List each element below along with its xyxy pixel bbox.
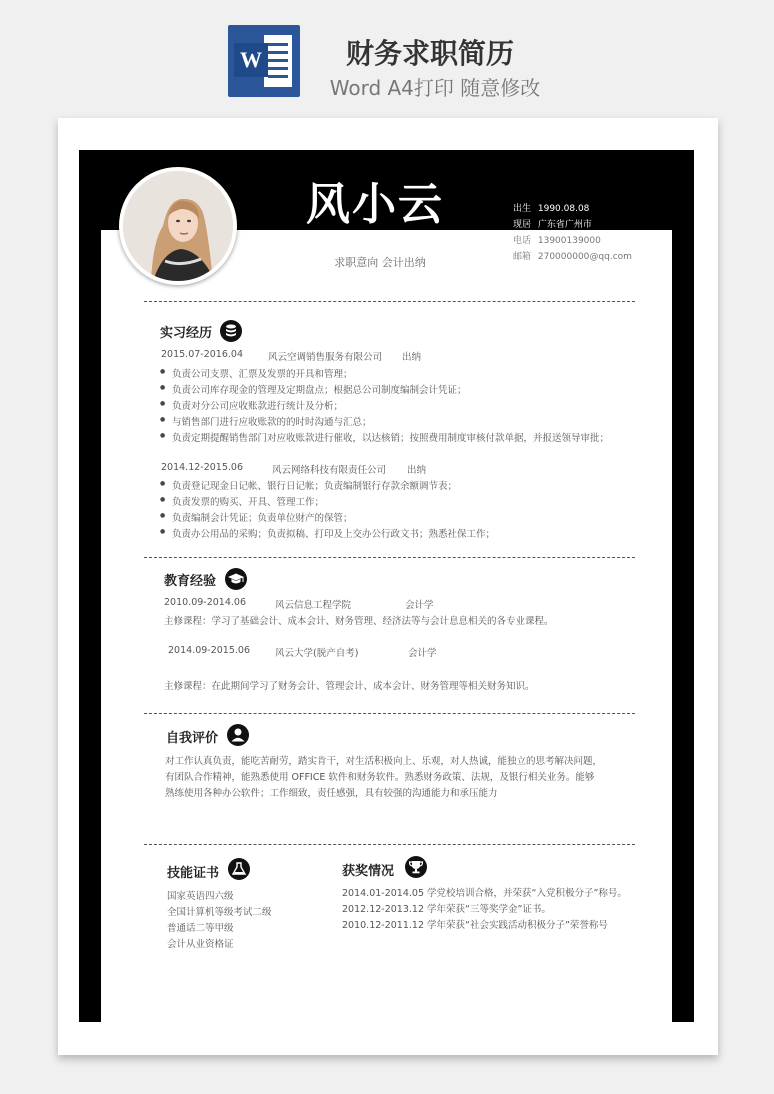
person-icon [227, 724, 249, 746]
graduation-cap-icon [225, 568, 247, 590]
divider [144, 844, 635, 845]
job-role: 出纳 [407, 465, 427, 476]
info-phone: 电话 13900139000 [513, 236, 601, 246]
edu-school: 风云信息工程学院 [275, 600, 352, 611]
job-duty: ● 负责编制会计凭证；负责单位财产的保管； [172, 510, 353, 524]
self-eval-title: 自我评价 [166, 731, 219, 746]
skill-item: 普通话二等甲级 [167, 923, 234, 934]
job-duty: ● 与销售部门进行应收账款的的时时沟通与汇总； [172, 414, 372, 428]
job-company: 风云空调销售服务有限公司 [268, 352, 383, 363]
job-duty: ● 负责公司库存现金的管理及定期盘点；根据总公司制度编制会计凭证； [172, 382, 467, 396]
education-title: 教育经验 [164, 574, 217, 589]
left-border-bar [79, 150, 101, 1022]
divider [144, 301, 635, 302]
page-subtitle: Word A4打印 随意修改 [329, 76, 541, 100]
job-company: 风云网络科技有限责任公司 [272, 465, 387, 476]
divider [144, 713, 635, 714]
job-duty: ● 负责公司支票、汇票及发票的开具和管理； [172, 366, 353, 380]
job-duty: ● 负责发票的购买、开具、管理工作； [172, 494, 324, 508]
skill-item: 国家英语四六级 [167, 891, 234, 902]
page-title: 财务求职简历 [345, 37, 514, 70]
flask-icon [228, 858, 250, 880]
edu-courses: 主修课程：在此期间学习了财务会计、管理会计、成本会计、财务管理等相关财务知识。 [164, 681, 535, 692]
internship-title: 实习经历 [160, 326, 213, 341]
self-eval-line: 有团队合作精神，能熟悉使用 OFFICE 软件和财务软件。熟悉财务政策、法规，及银行相关业务。能够 [165, 772, 595, 783]
info-birth: 出生 1990.08.08 [513, 204, 590, 214]
job-period: 2015.07-2016.04 [161, 349, 243, 360]
award-item: 2012.12-2013.12 学年荣获“三等奖学金”证书。 [342, 904, 551, 915]
self-eval-line: 熟练使用各种办公软件；工作细致，责任感强，具有较强的沟通能力和承压能力 [165, 788, 498, 799]
right-border-bar [672, 150, 694, 1022]
job-duty: ● 负责对分公司应收账款进行统计及分析； [172, 398, 343, 412]
info-email: 邮箱 270000000@qq.com [513, 252, 632, 262]
job-objective: 求职意向 会计出纳 [334, 256, 426, 269]
database-icon [220, 320, 242, 342]
job-duty: ● 负责办公用品的采购；负责拟稿、打印及上交办公行政文书；熟悉社保工作； [172, 526, 495, 540]
skill-item: 会计从业资格证 [167, 939, 234, 950]
word-document-icon [228, 25, 300, 97]
skills-title: 技能证书 [167, 866, 220, 881]
candidate-name: 风小云 [306, 179, 444, 230]
self-eval-line: 对工作认真负责，能吃苦耐劳，踏实肯干，对生活积极向上、乐观，对人热诚，能独立的思考解决问题， [165, 756, 603, 767]
job-duty: ● 负责定期提醒销售部门对应收账款进行催收，以达核销；按照费用制度审核付款单据，并报送领导审批； [172, 430, 609, 444]
divider [144, 557, 635, 558]
edu-courses: 主修课程：学习了基础会计、成本会计、财务管理、经济法等与会计息息相关的各专业课程。 [164, 616, 554, 627]
edu-major: 会计学 [405, 600, 434, 611]
edu-major: 会计学 [408, 648, 437, 659]
edu-school: 风云大学(脱产自考) [275, 648, 359, 659]
award-item: 2014.01-2014.05 学党校培训合格，并荣获“入党积极分子”称号。 [342, 888, 627, 899]
skill-item: 全国计算机等级考试二级 [167, 907, 272, 918]
awards-title: 获奖情况 [342, 864, 395, 879]
edu-period: 2010.09-2014.06 [164, 597, 246, 608]
job-period: 2014.12-2015.06 [161, 462, 243, 473]
job-duty: ● 负责登记现金日记帐、银行日记帐；负责编制银行存款余额调节表； [172, 478, 457, 492]
word-badge: W [234, 43, 268, 77]
document-header [0, 0, 774, 110]
job-role: 出纳 [402, 352, 422, 363]
avatar [119, 167, 237, 285]
award-item: 2010.12-2011.12 学年荣获“社会实践活动积极分子”荣誉称号 [342, 920, 608, 931]
trophy-icon [405, 856, 427, 878]
info-residence: 现居 广东省广州市 [513, 220, 592, 230]
edu-period: 2014.09-2015.06 [168, 645, 250, 656]
